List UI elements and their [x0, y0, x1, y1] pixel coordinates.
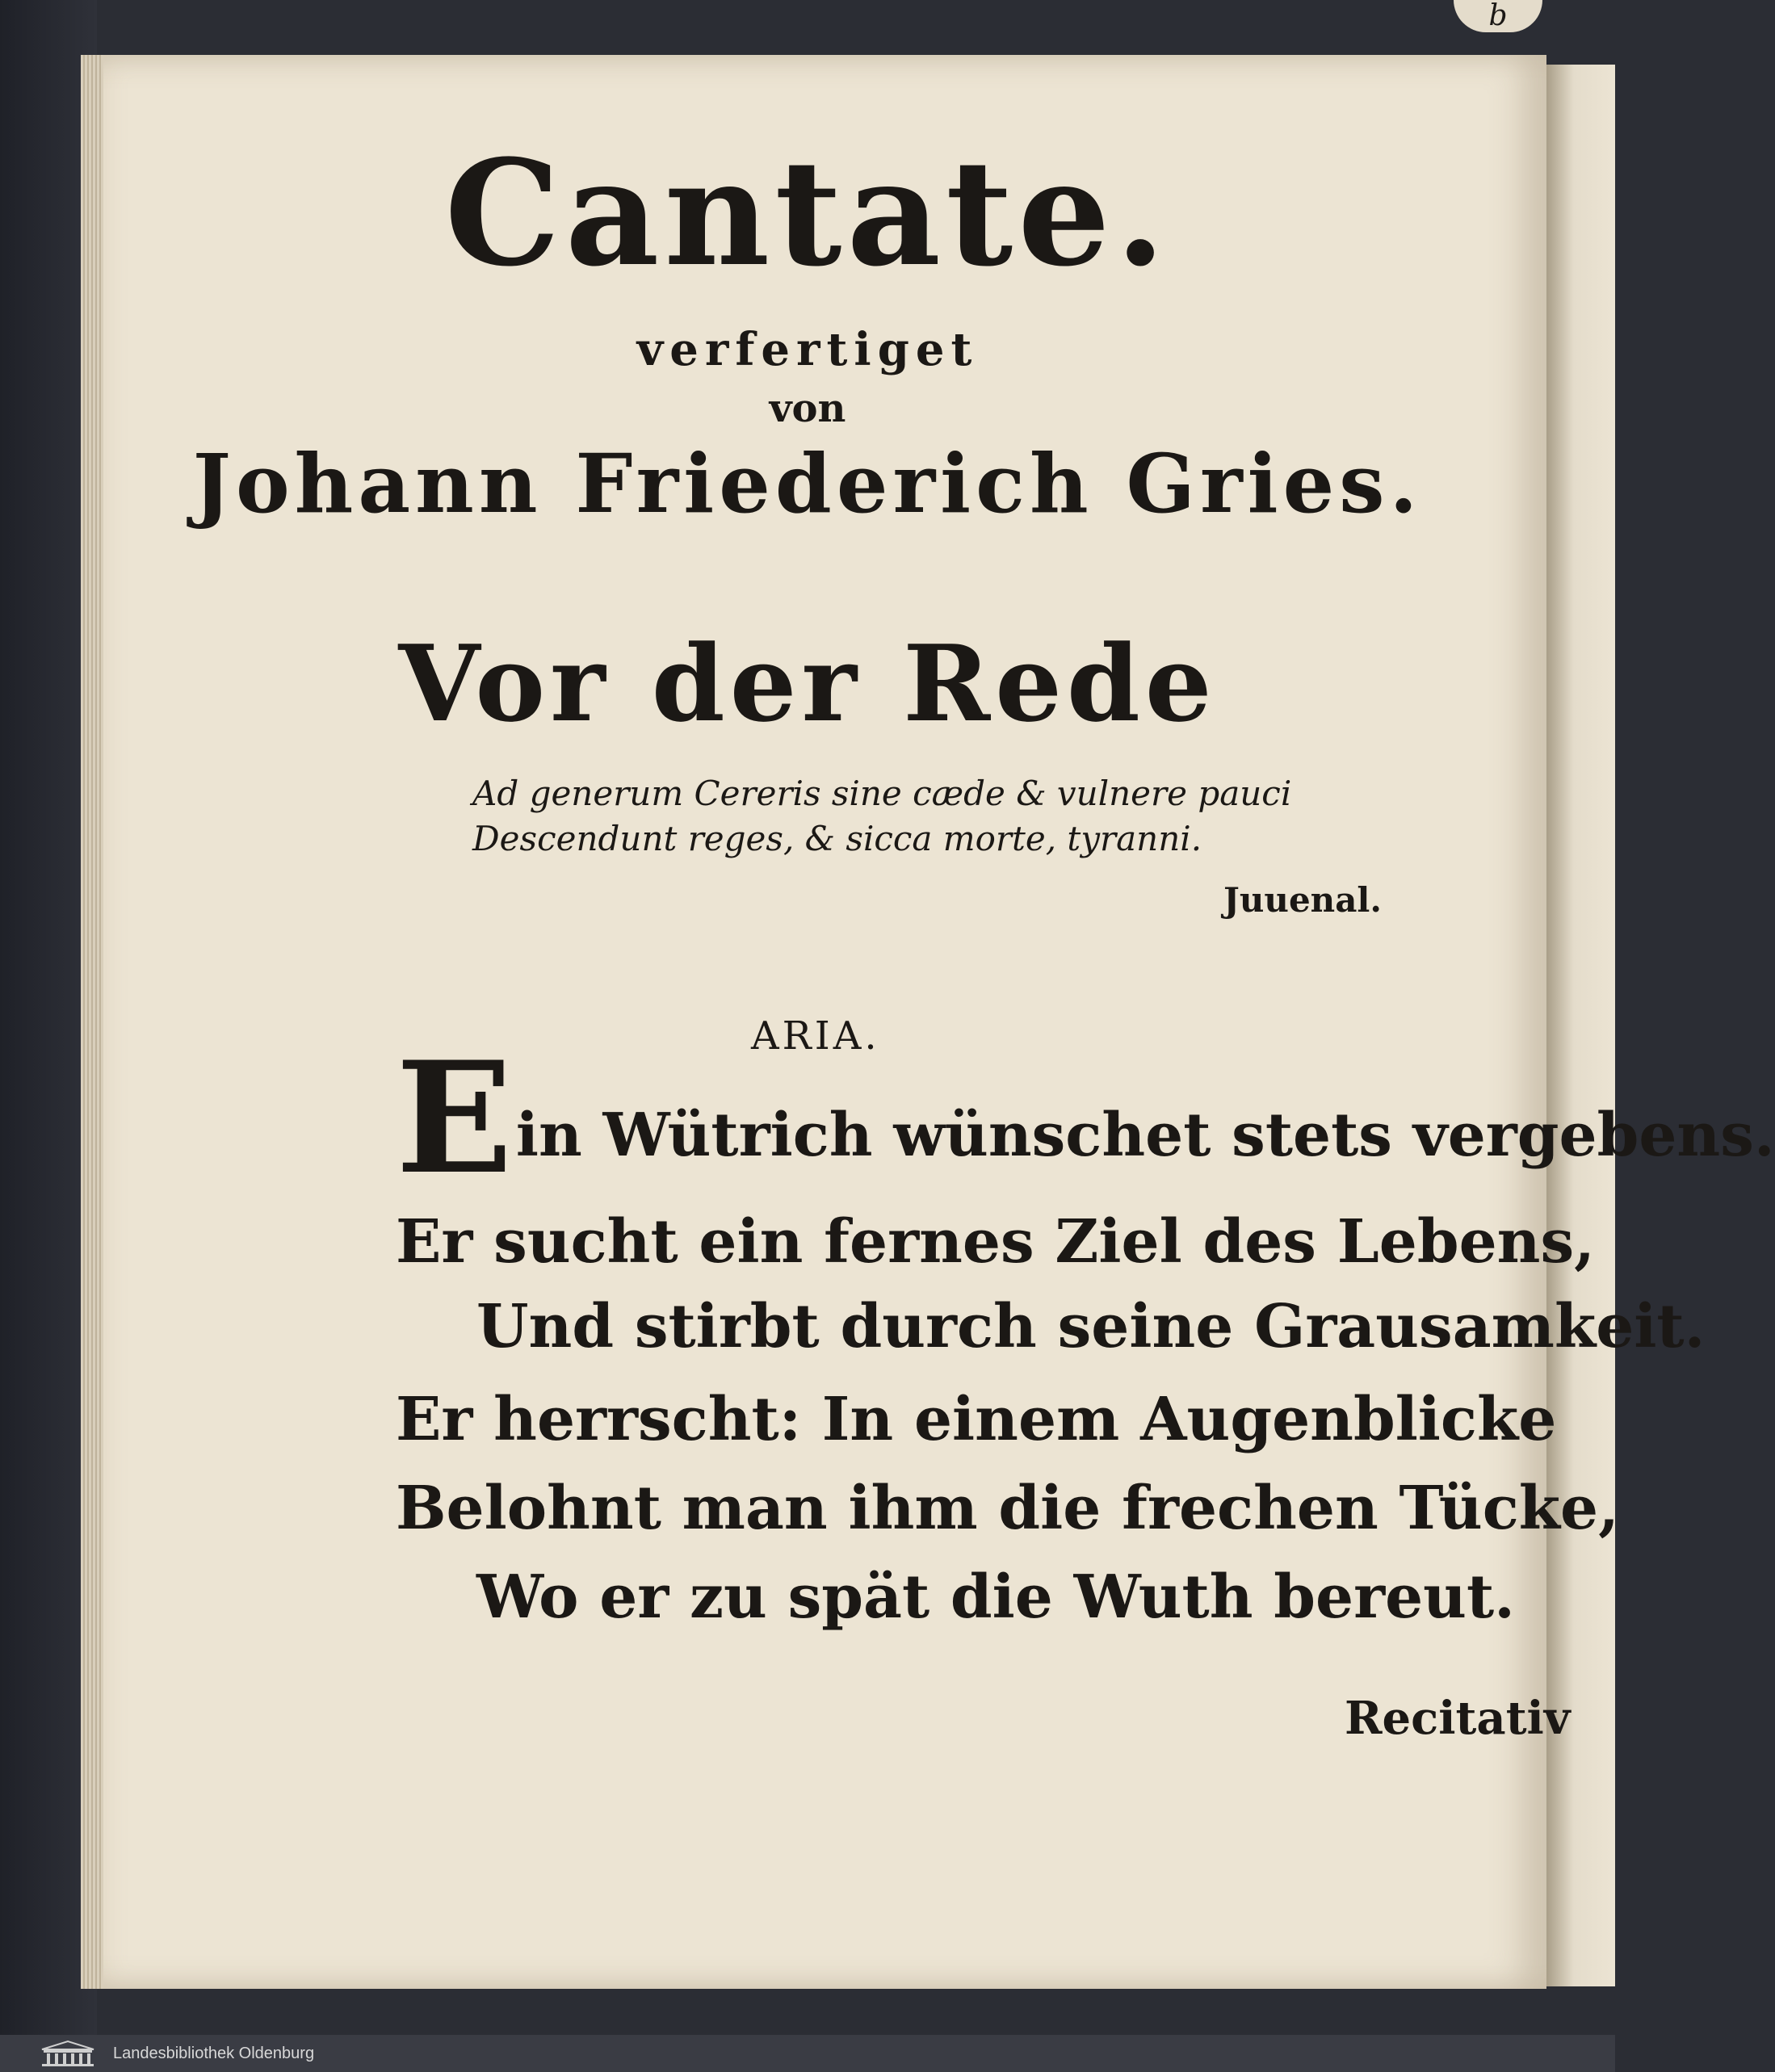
aria-line-2: Er sucht ein fernes Ziel des Lebens,: [396, 1207, 1595, 1277]
aria-line-5: Belohnt man ihm die frechen Tücke,: [396, 1474, 1619, 1543]
catchword: Recitativ: [1345, 1692, 1571, 1745]
aria-line-3: Und stirbt durch seine Grausamkeit.: [476, 1292, 1706, 1361]
motto-line-2: Descendunt reges, & sicca morte, tyranni.: [472, 819, 1202, 858]
corner-signature-mark: b: [1454, 0, 1542, 32]
aria-line-1-text: in Wütrich wünschet stets vergebens.: [515, 1101, 1775, 1170]
by-line: von: [769, 386, 846, 431]
subtitle: verfertiget: [636, 323, 979, 376]
motto-author: Juuenal.: [1223, 880, 1382, 920]
aria-line-4: Er herrscht: In einem Augenblicke: [396, 1385, 1557, 1454]
author-name: Johann Friederich Gries.: [192, 436, 1423, 531]
aria-label: ARIA.: [751, 1013, 880, 1059]
aria-line-6: Wo er zu spät die Wuth bereut.: [476, 1562, 1515, 1632]
section-heading: Vor der Rede: [398, 622, 1217, 745]
latin-motto: [472, 771, 1361, 862]
page-title: Cantate.: [444, 128, 1171, 299]
library-building-icon: [39, 2040, 97, 2067]
footer-bar: [0, 2035, 1615, 2072]
library-name: Landesbibliothek Oldenburg: [113, 2044, 315, 2062]
decorated-initial: E: [396, 1028, 513, 1208]
motto-line-1: Ad generum Cereris sine cæde & vulnere pauci: [472, 774, 1292, 813]
